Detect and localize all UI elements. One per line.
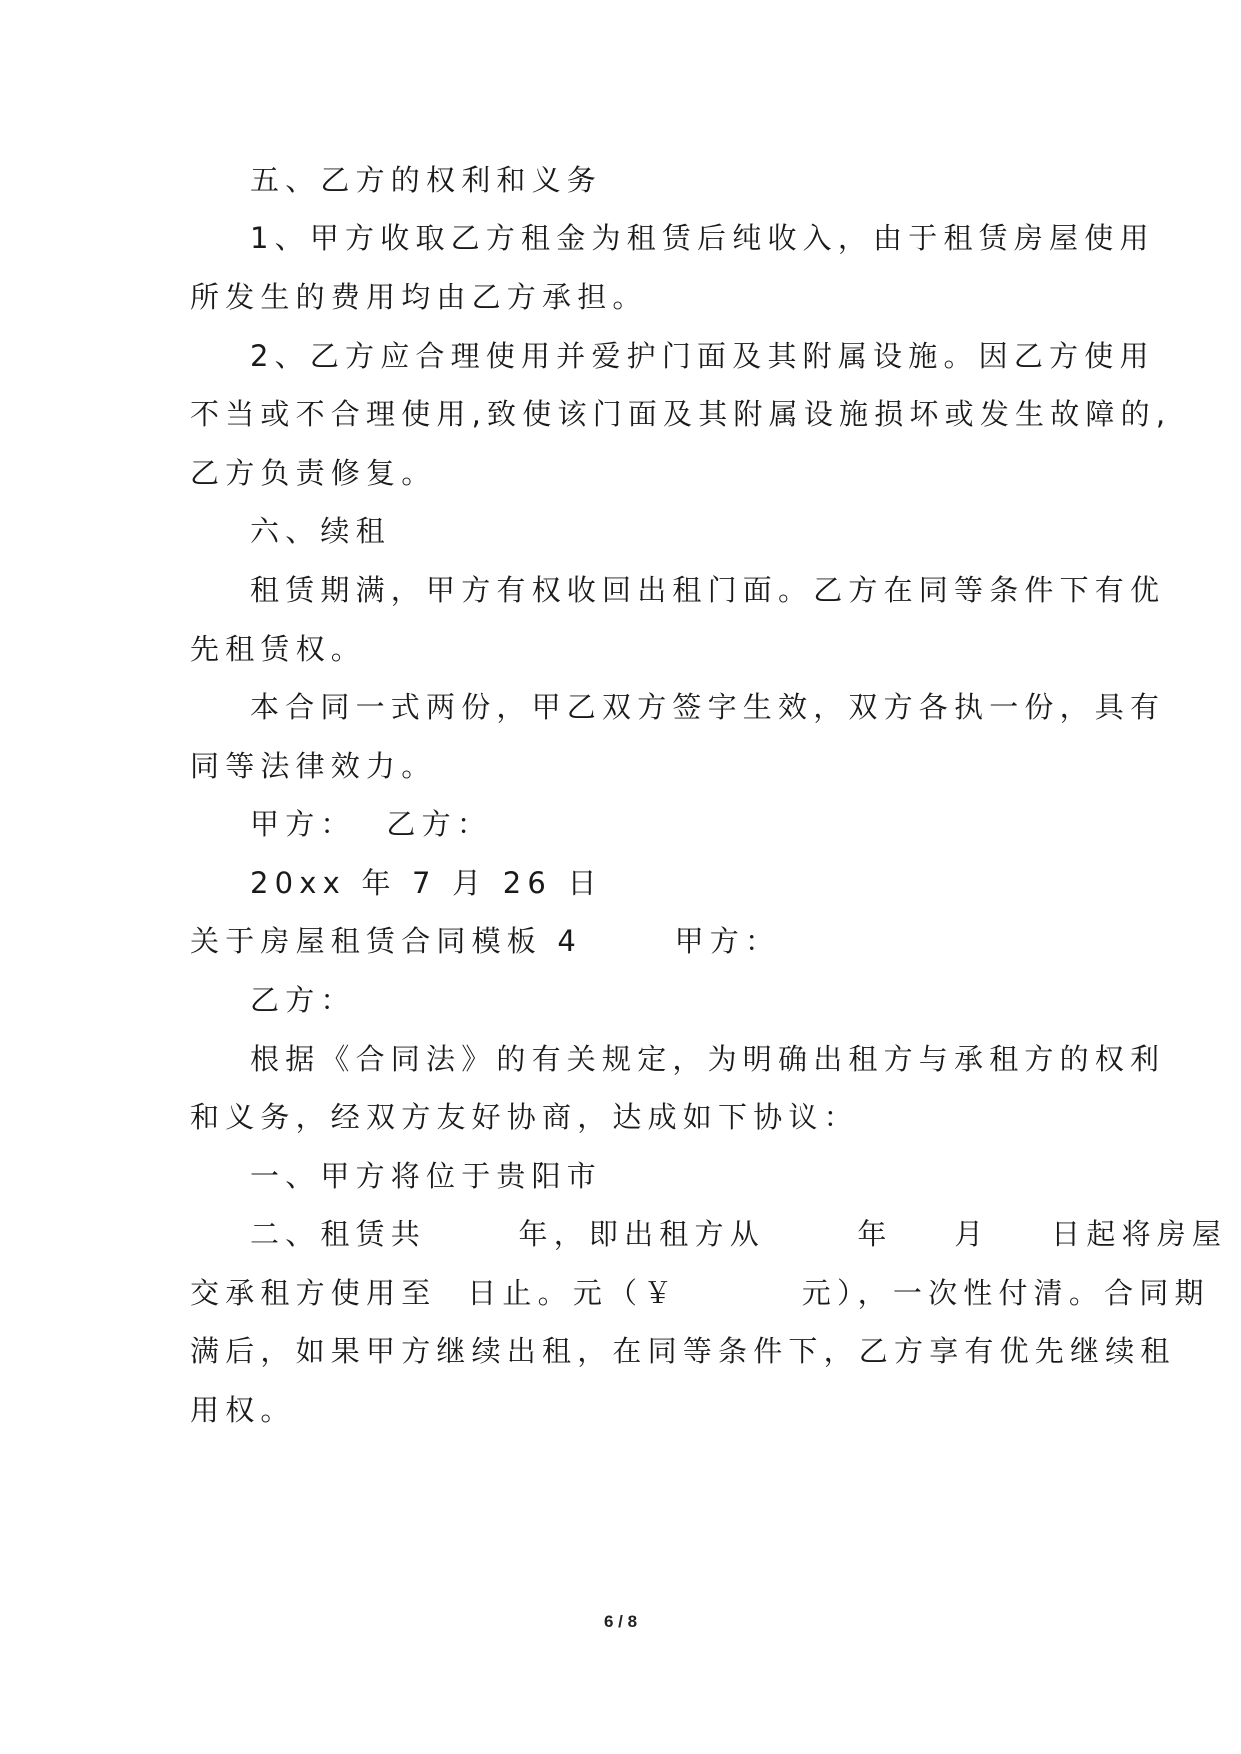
paragraph-line: 所发生的费用均由乙方承担。	[190, 280, 648, 314]
paragraph-line: 2、乙方应合理使用并爱护门面及其附属设施。因乙方使用	[250, 339, 1155, 373]
paragraph-line: 交承租方使用至 日止。元（￥ 元），一次性付清。合同期	[190, 1276, 1210, 1310]
paragraph-line: 和义务，经双方友好协商，达成如下协议：	[190, 1100, 859, 1134]
clause-1: 一、甲方将位于贵阳市	[250, 1159, 603, 1193]
paragraph-line: 租赁期满，甲方有权收回出租门面。乙方在同等条件下有优	[250, 573, 1166, 607]
section-heading-5: 五、乙方的权利和义务	[250, 163, 603, 197]
paragraph-line: 乙方负责修复。	[190, 456, 437, 490]
paragraph-line: 满后，如果甲方继续出租，在同等条件下，乙方享有优先继续租	[190, 1334, 1176, 1368]
paragraph-line: 不当或不合理使用,致使该门面及其附属设施损坏或发生故障的,	[190, 397, 1172, 431]
template-title: 关于房屋租赁合同模板 4 甲方：	[190, 924, 781, 958]
paragraph-line: 用权。	[190, 1393, 296, 1427]
party-b-label: 乙方：	[250, 983, 356, 1017]
paragraph-line: 根据《合同法》的有关规定，为明确出租方与承租方的权利	[250, 1042, 1166, 1076]
section-heading-6: 六、续租	[250, 514, 391, 548]
paragraph-line: 本合同一式两份，甲乙双方签字生效，双方各执一份，具有	[250, 690, 1166, 724]
clause-2: 二、租赁共 年，即出租方从 年 月 日起将房屋	[250, 1217, 1228, 1251]
paragraph-line: 同等法律效力。	[190, 749, 437, 783]
signature-date: 20xx 年 7 月 26 日	[250, 866, 603, 900]
paragraph-line: 先租赁权。	[190, 632, 367, 666]
signature-parties: 甲方： 乙方：	[250, 807, 493, 841]
page-number: 6 / 8	[603, 1612, 638, 1631]
paragraph-line: 1、甲方收取乙方租金为租赁后纯收入，由于租赁房屋使用	[250, 221, 1155, 255]
